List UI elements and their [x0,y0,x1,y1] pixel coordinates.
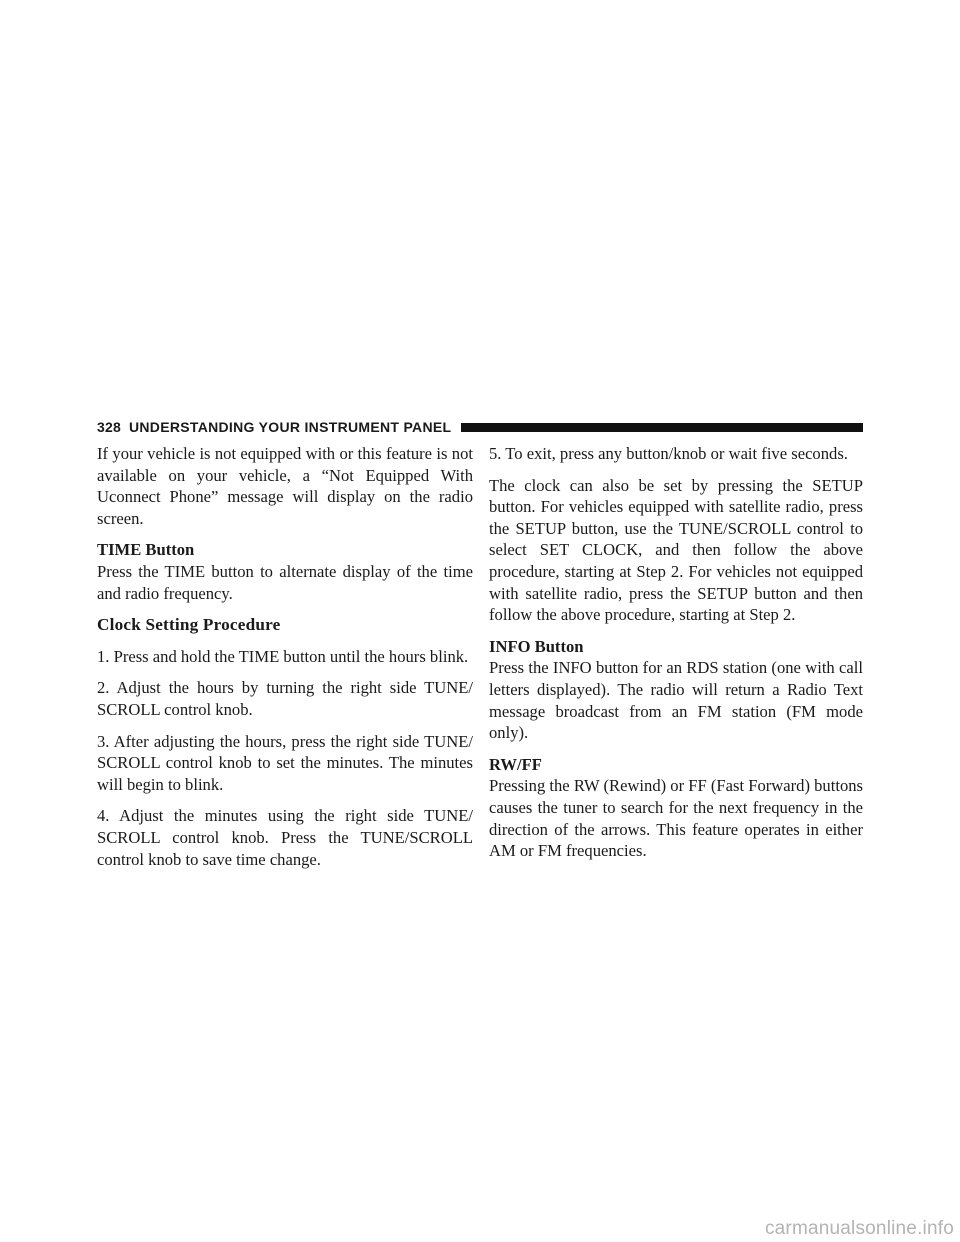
left-column [97,443,473,880]
step-5: 5. To exit, press any button/knob or wait five seconds. [489,444,848,463]
setup-paragraph: The clock can also be set by pressing the SETUP button. For vehicles equipped with satellite radio, press the SETUP button, use the TUNE/SCROLL control to select SET CLOCK, and then follow the above procedure, starting at Step 2. For vehicles not equipped with satellite radio, press the SETUP button and then follow the above procedure, starting at Step 2. [489,475,863,625]
step-1: 1. Press and hold the TIME button until the hours blink. [97,646,469,666]
page-number: 328 [97,419,121,435]
info-button-heading: INFO Button [489,636,584,656]
time-button-heading: TIME Button [97,540,195,560]
rw-ff-heading: RW/FF [489,754,542,774]
intro-paragraph: If your vehicle is not equipped with or this feature is not available on your vehicle, a “Not Equipped With Uconnect Phone” message will display on the radio screen. [97,444,473,528]
rw-ff-text: Pressing the RW (Rewind) or FF (Fast Forward) buttons causes the tuner to search for the next frequency in the direction of the arrows. This feature operates in either AM or FM frequencies. [489,776,863,861]
section-title: UNDERSTANDING YOUR INSTRUMENT PANEL [128,419,452,435]
clock-setting-heading: Clock Setting Procedure [97,615,281,635]
time-button-text: Press the TIME button to alternate display of the time and radio frequency. [97,561,473,603]
info-button-text: Press the INFO button for an RDS station (one with call letters displayed). The radio will return a Radio Text message broadcast from an FM station (FM mode only). [489,658,863,743]
right-column [489,443,863,872]
step-4: 4. Adjust the minutes using the right side TUNE/ SCROLL control knob. Press the TUNE/SCROLL control knob to save time change. [97,806,473,869]
step-2: 2. Adjust the hours by turning the right side TUNE/ SCROLL control knob. [97,678,473,719]
step-3: 3. After adjusting the hours, press the right side TUNE/ SCROLL control knob to set the minutes. The minutes will begin to blink. [97,731,473,794]
watermark: carmanualsonline.info [764,1218,954,1239]
page-header [97,417,863,437]
header-rule [461,423,863,432]
